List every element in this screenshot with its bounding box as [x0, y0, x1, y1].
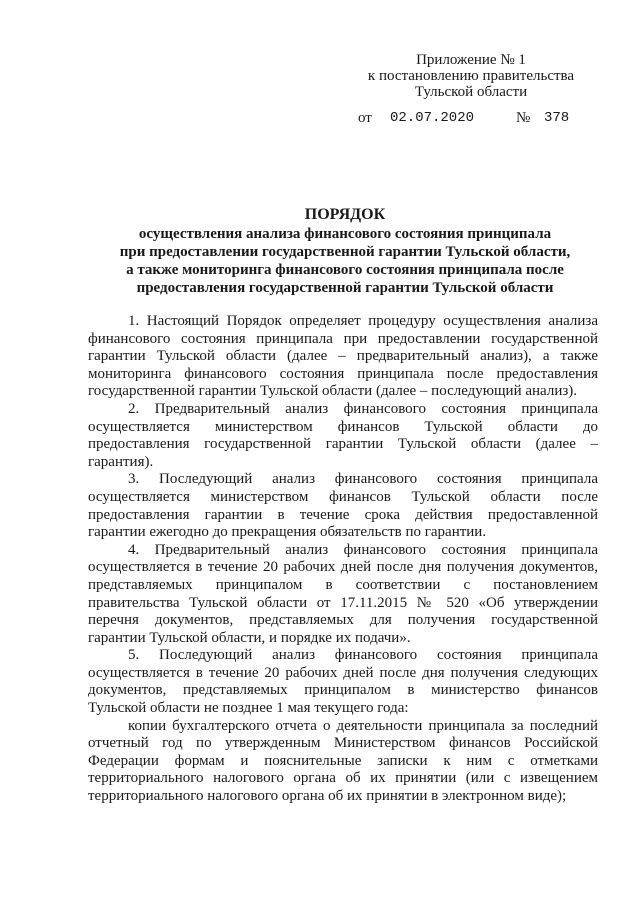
body-line: гарантии Тульской области, и порядке их подачи». — [88, 629, 411, 646]
title-line: а также мониторинга финансового состояния принципала после — [126, 262, 564, 278]
title-main: ПОРЯДОК — [304, 206, 386, 223]
title-line: при предоставлении государственной гарантии Тульской области, — [119, 244, 571, 260]
body-line: перечня документов, представляемых для получения государственной — [88, 612, 598, 629]
body-line: копии бухгалтерского отчета о деятельности принципала за последний — [128, 717, 598, 734]
body-line: осуществляется министерством финансов Тульской области до — [88, 418, 598, 435]
annex-reference: к постановлению правительства — [367, 68, 575, 84]
body-line: гарантия). — [88, 453, 154, 470]
body-line: осуществляется в течение 20 рабочих дней после дня получения следующих — [88, 664, 598, 681]
date-from-label: от — [358, 110, 372, 126]
body-line: государственной гарантии Тульской области (далее – последующий анализ). — [88, 383, 578, 400]
body-line: отчетный год по утвержденным Министерством финансов Российской — [88, 735, 598, 752]
body-line: финансового состояния принципала при предоставлении государственной — [88, 330, 598, 347]
body-line: территориального налогового органа об их принятии (или с извещением — [88, 770, 598, 787]
body-line: 1. Настоящий Порядок определяет процедуру осуществления анализа — [128, 313, 598, 329]
body-line: 5. Последующий анализ финансового состояния принципала — [128, 647, 598, 664]
annex-region: Тульской области — [414, 84, 528, 100]
body-line: правительства Тульской области от 17.11.2015 № 520 «Об утверждении — [88, 594, 598, 611]
resolution-date: 02.07.2020 — [390, 110, 475, 126]
body-line: представляемых принципалом в соответствии с постановлением — [88, 576, 598, 593]
number-label: № — [516, 110, 531, 126]
title-line: предоставления государственной гарантии Тульской области — [136, 280, 554, 296]
document-body — [88, 313, 598, 806]
body-line: 4. Предварительный анализ финансового состояния принципала — [128, 541, 598, 558]
body-line: осуществляется в течение 20 рабочих дней после дня получения документов, — [88, 559, 598, 576]
body-line: 3. Последующий анализ финансового состояния принципала — [128, 471, 598, 488]
annex-title: Приложение № 1 — [416, 52, 526, 68]
body-line: предоставления государственной гарантии Тульской области (далее – — [88, 436, 598, 453]
document-title — [80, 206, 610, 297]
body-line: документов, представляемых принципалом в министерство финансов — [88, 682, 598, 699]
body-line: 2. Предварительный анализ финансового состояния принципала — [128, 400, 598, 417]
body-line: осуществляется министерством финансов Тульской области после — [88, 488, 598, 505]
body-line: гарантии Тульской области (далее – предварительный анализ), а также — [88, 348, 598, 365]
title-line: осуществления анализа финансового состояния принципала — [138, 226, 552, 242]
body-line: Федерации формам и пояснительные записки к ним с отметками — [88, 752, 598, 769]
body-line: предоставления гарантии в течение срока действия предоставленной — [88, 506, 598, 523]
body-line: Тульской области не позднее 1 мая текущего года: — [88, 700, 409, 717]
body-line: мониторинга финансового состояния принципала после предоставления — [88, 365, 598, 382]
body-line: территориального налогового органа об их принятии в электронном виде); — [88, 788, 567, 805]
resolution-number: 378 — [544, 110, 570, 126]
annex-header — [356, 52, 586, 100]
body-line: гарантии ежегодно до прекращения обязательств по гарантии. — [88, 524, 487, 541]
